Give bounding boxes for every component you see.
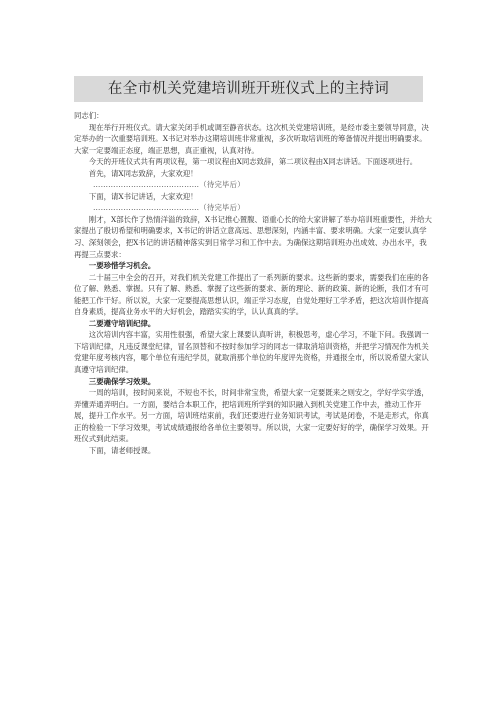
document-body <box>74 110 434 456</box>
pause-marker: ……………………………………（待完毕后） <box>93 180 245 190</box>
section-heading: 一要珍惜学习机会。 <box>88 261 156 271</box>
body-paragraph: 首先，请X同志致辞，大家欢迎！ <box>88 168 198 178</box>
body-paragraph: 一周的培训，按时间来说，不短也不长，时间非常宝贵，希望大家一定要既来之则安之，学好学实学透，弄懂弄通弄明白。一方面，要结合本职工作，把培训班所学到的知识融入到机关党建工作中去，推动工作开展，提升工作水平。另一方面，培训班结束前，我们还要进行业务知识考试，考试是闭卷，不是走形式，你真正的检验一下学习效果，考试成绩通报给各单位主要领导。所以说，大家一定要好好的学，确保学习效果。开班仪式到此结束。 <box>74 388 429 444</box>
body-paragraph: 刚才，X部长作了热情洋溢的致辞，X书记推心置腹、语重心长的给大家讲解了举办培训班重要性，并给大家提出了殷切希望和明确要求，X书记的讲话立意高远、思想深刻，内涵丰富、要求明确。大家一定要认真学习、深刻领会，把X书记的讲话精神落实到日常学习和工作中去。为确保这期培训班办出成效、办出水平，我再提三点要求： <box>74 214 432 259</box>
body-paragraph: 同志们： <box>74 111 104 120</box>
body-paragraph: 现在举行开班仪式。请大家关闭手机或调至静音状态。这次机关党建培训班，是经市委主要领导同意，决定举办的一次重要培训班。X书记对举办这期培训班非常重视，多次听取培训班的筹备情况并提出明确要求。大家一定要端正态度，端正思想，真正重视，认真对待。 <box>74 122 429 155</box>
body-paragraph: 二十届三中全会的召开，对我们机关党建工作提出了一系列新的要求。这些新的要求，需要我们在座的各位了解、熟悉、掌握。只有了解、熟悉、掌握了这些新的要求、新的理论、新的政策、新的论断，我们才有可能把工作干好。所以说，大家一定要提高思想认识，端正学习态度，自觉处理好工学矛盾，把这次培训作提高自身素质，提高业务水平的大好机会，踏踏实实的学，认认真真的学。 <box>74 272 429 317</box>
body-paragraph: 下面，请老师授课。 <box>88 445 156 455</box>
body-paragraph: 今天的开班仪式共有两项议程，第一项议程由X同志致辞，第二项议程由X同志讲话。下面逐项进行。 <box>88 157 418 167</box>
section-heading: 二要遵守培训纪律。 <box>88 318 156 328</box>
document-title: 在全市机关党建培训班开班仪式上的主持词 <box>107 81 390 97</box>
body-paragraph: 这次培训内容丰富，实用性很强，希望大家上课要认真听讲，积极思考，虚心学习，不耻下问。我强调一下培训纪律，凡违反课堂纪律，冒名顶替和不按时参加学习的同志一律取消培训资格，并把学习情况作为机关党建年度考核内容，哪个单位有违纪学员，就取消那个单位的年度评先资格，并通报全市，所以说希望大家认真遵守培训纪律。 <box>74 330 429 375</box>
section-heading: 三要确保学习效果。 <box>88 376 156 386</box>
body-paragraph: 下面，请X书记讲话，大家欢迎！ <box>88 191 198 201</box>
pause-marker: ……………………………………（待完毕后） <box>93 203 245 213</box>
